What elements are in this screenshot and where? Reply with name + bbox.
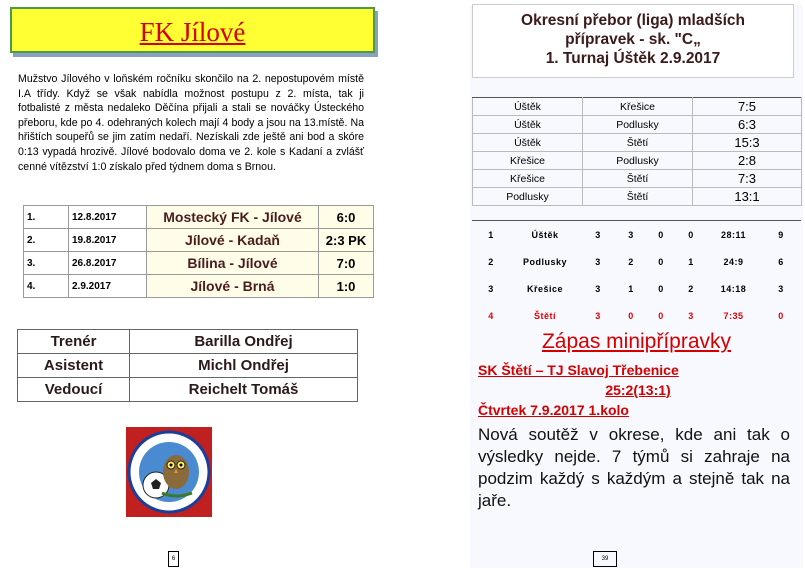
match-teams: Jílové - Kadaň	[147, 229, 319, 252]
match-score: 2:3 PK	[319, 229, 374, 252]
result-away: Podlusky	[583, 152, 693, 170]
club-title-box	[10, 7, 375, 53]
match-score: 6:0	[319, 206, 374, 229]
standing-score: 14:18	[720, 283, 747, 294]
match-row	[24, 275, 374, 298]
standing-wins: 1	[628, 283, 634, 294]
matches-table	[23, 205, 374, 298]
result-row	[473, 188, 802, 206]
result-home: Křešice	[473, 152, 583, 170]
match-number: 1.	[24, 206, 69, 229]
result-score: 7:5	[693, 98, 802, 116]
match-teams: Jílové - Brná	[147, 275, 319, 298]
standing-draws: 0	[646, 221, 676, 249]
standing-played: 3	[595, 256, 601, 267]
match-date: 26.8.2017	[69, 252, 147, 275]
result-home: Podlusky	[473, 188, 583, 206]
standing-points: 0	[778, 310, 784, 321]
staff-name: Barilla Ondřej	[130, 330, 358, 354]
header-line-2: přípravek - sk. "C„	[565, 31, 701, 48]
match-score: 1:0	[319, 275, 374, 298]
standing-draws: 0	[658, 256, 664, 267]
result-home: Úštěk	[473, 134, 583, 152]
standing-wins: 0	[628, 310, 634, 321]
match-date: 2.9.2017	[69, 275, 147, 298]
results-table	[472, 97, 802, 206]
page-number-left: 6	[168, 551, 179, 567]
match-teams: Bílina - Jílové	[147, 252, 319, 275]
standing-wins: 2	[628, 256, 634, 267]
standing-points: 6	[778, 256, 784, 267]
standing-team: Štětí	[533, 310, 556, 321]
staff-role: Vedoucí	[18, 378, 130, 402]
result-score: 15:3	[693, 134, 802, 152]
result-row	[473, 134, 802, 152]
result-row	[473, 152, 802, 170]
standing-points: 9	[761, 221, 801, 249]
header-line-3: 1. Turnaj Úštěk 2.9.2017	[545, 50, 721, 67]
standing-position: 3	[488, 283, 494, 294]
staff-role: Trenér	[18, 330, 130, 354]
standing-points: 3	[778, 283, 784, 294]
match-date: 12.8.2017	[69, 206, 147, 229]
staff-row	[18, 354, 358, 378]
standing-position: 2	[488, 256, 494, 267]
staff-row	[18, 378, 358, 402]
result-away: Podlusky	[583, 116, 693, 134]
standing-score: 7:35	[723, 310, 744, 321]
match-number: 2.	[24, 229, 69, 252]
staff-name: Michl Ondřej	[130, 354, 358, 378]
intro-paragraph: Mužstvo Jílového v loňském ročníku skončilo na 2. nepostupovém místě I.A třídy. Když se však nabídla možnost postupu z 2. místa, tak ji fotbalisté z města nedaleko Děčína přijali a stali se nováčky Ústeckého přeboru, kde po 4. odehraných kolech mají 4 body a jsou na 13.místě. Na hřištích soupeřů se jim zatím nedaří. Nezískali zde ještě ani bod a skóre 0:13 vypadá hrozivě. Jílové bodovalo doma ve 2. kole s Kadaní a zvlášť cenné vítězství 1:0 získalo před týdnem doma s Brnou.	[18, 73, 364, 173]
tournament-header	[472, 4, 794, 78]
match-score: 7:0	[319, 252, 374, 275]
mini-match-teams: SK Štětí – TJ Slavoj Třebenice	[478, 362, 679, 378]
standings-row	[472, 275, 801, 302]
match-row	[24, 206, 374, 229]
page-number-right: 39	[593, 551, 617, 567]
result-score: 6:3	[693, 116, 802, 134]
standings-row	[472, 248, 801, 275]
standings-table	[472, 220, 801, 329]
standing-losses: 2	[688, 283, 694, 294]
match-number: 4.	[24, 275, 69, 298]
result-row	[473, 116, 802, 134]
standing-position: 4	[488, 310, 494, 321]
standing-score: 24:9	[723, 256, 744, 267]
mini-match-note: Nová soutěž v okrese, kde ani tak o výsledky nejde. 7 týmů si zahraje na podzim každý s každým a stejně tak na jaře.	[478, 425, 790, 510]
standing-draws: 0	[658, 283, 664, 294]
standing-losses: 3	[688, 310, 694, 321]
match-row	[24, 229, 374, 252]
standing-played: 3	[595, 283, 601, 294]
match-teams: Mostecký FK - Jílové	[147, 206, 319, 229]
result-home: Křešice	[473, 170, 583, 188]
result-score: 13:1	[693, 188, 802, 206]
staff-row	[18, 330, 358, 354]
result-home: Úštěk	[473, 98, 583, 116]
standings-row	[472, 302, 801, 329]
standings-row	[472, 221, 801, 249]
standing-team: Křešice	[526, 283, 564, 294]
standing-draws: 0	[658, 310, 664, 321]
standing-played: 3	[580, 221, 616, 249]
mini-match-title: Zápas minipřípravky	[541, 330, 732, 353]
staff-role: Asistent	[18, 354, 130, 378]
result-home: Úštěk	[473, 116, 583, 134]
match-date: 19.8.2017	[69, 229, 147, 252]
result-row	[473, 170, 802, 188]
result-score: 7:3	[693, 170, 802, 188]
standing-team: Úštěk	[510, 221, 580, 249]
standing-losses: 1	[688, 256, 694, 267]
match-row	[24, 252, 374, 275]
header-line-1: Okresní přebor (liga) mladších	[521, 12, 745, 29]
mini-match-score: 25:2(13:1)	[605, 382, 671, 398]
standing-played: 3	[595, 310, 601, 321]
standing-losses: 0	[676, 221, 706, 249]
club-logo-icon	[126, 427, 212, 517]
result-away: Štětí	[583, 170, 693, 188]
standing-score: 28:11	[706, 221, 761, 249]
result-score: 2:8	[693, 152, 802, 170]
mini-match-date: Čtvrtek 7.9.2017 1.kolo	[478, 402, 629, 418]
result-away: Štětí	[583, 134, 693, 152]
result-away: Štětí	[583, 188, 693, 206]
club-title: FK Jílové	[139, 17, 246, 47]
result-row	[473, 98, 802, 116]
staff-name: Reichelt Tomáš	[130, 378, 358, 402]
standing-team: Podlusky	[522, 256, 567, 267]
staff-table	[17, 329, 358, 402]
result-away: Křešice	[583, 98, 693, 116]
standing-position: 1	[472, 221, 510, 249]
mini-match-details	[478, 360, 798, 420]
match-number: 3.	[24, 252, 69, 275]
standing-wins: 3	[616, 221, 646, 249]
